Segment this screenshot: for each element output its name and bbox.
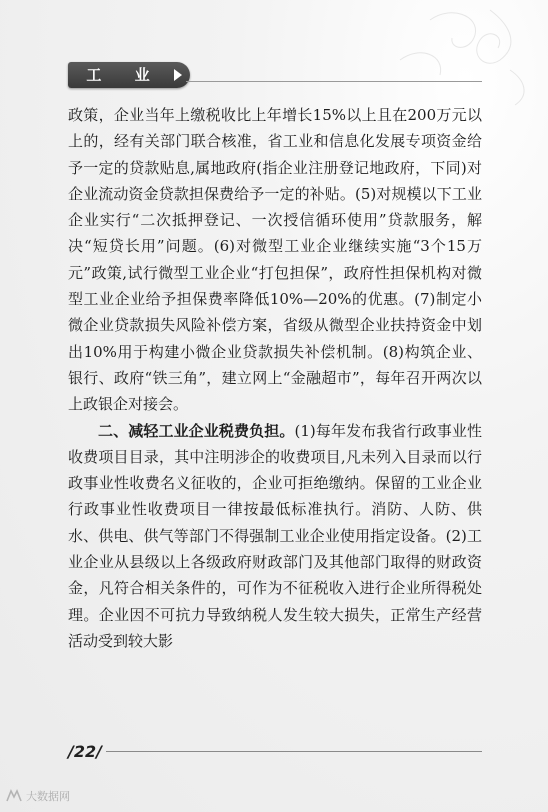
logo-icon — [6, 789, 22, 803]
flower-watermark-icon — [370, 0, 540, 110]
watermark-text: 大数据网 — [26, 790, 70, 803]
section-heading: 二、减轻工业企业税费负担。 — [98, 421, 295, 440]
header-divider — [186, 81, 482, 82]
watermark-logo — [6, 788, 70, 804]
arrow-right-icon — [174, 69, 182, 81]
body-text — [68, 102, 482, 654]
section-header-tab — [68, 62, 190, 88]
footer-divider — [106, 751, 482, 752]
paragraph-1: 政策，企业当年上缴税收比上年增长15%以上且在200万元以上的，经有关部门联合核准，省工业和信息化发展专项资金给予一定的贷款贴息,属地政府(指企业注册登记地政府，下同)对企业流动资金贷款担保费给予一定的补贴。(5)对规模以下工业企业实行“二次抵押登记、一次授信循环使用”贷款服务，解决“短贷长用”问题。(6)对微型工业企业继续实施“3个15万元”政策,试行微型工业企业“打包担保”，政府性担保机构对微型工业企业给予担保费率降低10%—20%的优惠。(7)制定小微企业贷款损失风险补偿方案，省级从微型企业扶持资金中划出10%用于构建小微企业贷款损失补偿机制。(8)构筑企业、银行、政府“铁三角”，建立网上“金融超市”，每年召开两次以上政银企对接会。 — [68, 106, 482, 414]
paragraph-2-text: (1)每年发布我省行政事业性收费项目目录，其中注明涉企的收费项目,凡未列入目录而以行政事业性收费名义征收的，企业可拒绝缴纳。保留的工业企业行政事业性收费项目一律按最低标准执行。消防、人防、供水、供电、供气等部门不得强制工业企业使用指定设备。(2)工业企业从县级以上各级政府财政部门及其他部门取得的财政资金，凡符合相关条件的，可作为不征税收入进行企业所得税处理。企业因不可抗力导致纳税人发生较大损失，正常生产经营活动受到较大影 — [68, 421, 482, 650]
section-title: 工 业 — [86, 66, 164, 84]
page-number: /22/ — [68, 742, 102, 761]
paragraph-2 — [68, 418, 482, 655]
